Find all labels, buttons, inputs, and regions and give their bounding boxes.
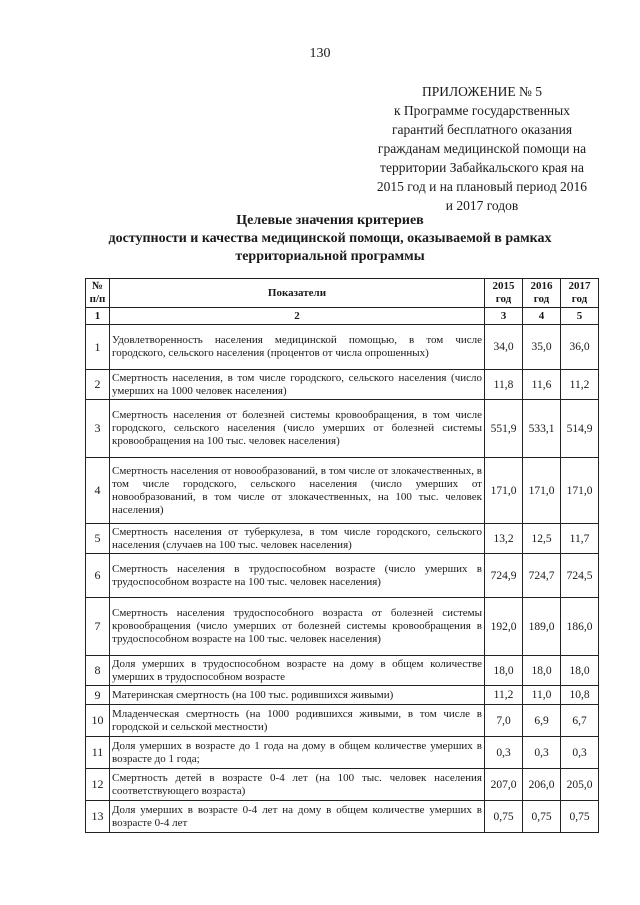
row-number: 12 — [86, 769, 110, 801]
value-2017: 724,5 — [561, 554, 599, 598]
appendix-line: территории Забайкальского края на — [380, 160, 584, 175]
row-number: 5 — [86, 524, 110, 554]
appendix-line: и 2017 годов — [445, 198, 519, 213]
value-2016: 0,3 — [523, 737, 561, 769]
page-number: 130 — [309, 46, 331, 61]
value-2017: 0,75 — [561, 801, 599, 833]
table-row — [86, 524, 599, 554]
header-year-value: 2017 — [568, 280, 591, 292]
value-2017: 0,3 — [561, 737, 599, 769]
value-2016: 11,0 — [523, 686, 561, 705]
criteria-table — [85, 278, 599, 833]
header-year-unit: год — [533, 293, 550, 305]
value-2016: 0,75 — [523, 801, 561, 833]
value-2015: 171,0 — [485, 458, 523, 524]
appendix-block — [352, 82, 612, 215]
row-indicator: Смертность населения, в том числе городского, сельского населения (число умерших на 1000 человек населения) — [110, 370, 485, 400]
table-row — [86, 737, 599, 769]
table-row — [86, 598, 599, 656]
table-header-row — [86, 279, 599, 308]
row-number: 2 — [86, 370, 110, 400]
value-2015: 551,9 — [485, 400, 523, 458]
table-row — [86, 554, 599, 598]
appendix-title: ПРИЛОЖЕНИЕ № 5 — [421, 84, 543, 99]
value-2015: 207,0 — [485, 769, 523, 801]
appendix-line: гражданам медицинской помощи на — [377, 141, 587, 156]
row-number: 6 — [86, 554, 110, 598]
value-2015: 0,75 — [485, 801, 523, 833]
header-year-unit: год — [495, 293, 512, 305]
appendix-line: гарантий бесплатного оказания — [391, 122, 573, 137]
header-indicator: Показатели — [110, 279, 485, 308]
table-row — [86, 370, 599, 400]
header-year-value: 2015 — [492, 280, 515, 292]
table-row — [86, 686, 599, 705]
row-indicator: Удовлетворенность населения медицинской помощью, в том числе городского, сельского населения (процентов от числа опрошенных) — [110, 325, 485, 370]
row-number: 9 — [86, 686, 110, 705]
value-2017: 36,0 — [561, 325, 599, 370]
appendix-line: 2015 год и на плановый период 2016 — [376, 179, 588, 194]
value-2017: 11,2 — [561, 370, 599, 400]
value-2016: 533,1 — [523, 400, 561, 458]
value-2015: 192,0 — [485, 598, 523, 656]
row-number: 1 — [86, 325, 110, 370]
table-row — [86, 325, 599, 370]
row-indicator: Смертность населения от новообразований, в том числе от злокачественных, в том числе городского, сельского населения (число умерших от новообразований, в том числе от злокачественных, на 100 тыс. человек населения) — [110, 458, 485, 524]
value-2016: 6,9 — [523, 705, 561, 737]
row-indicator: Доля умерших в возрасте 0-4 лет на дому в общем количестве умерших в возрасте 0-4 лет — [110, 801, 485, 833]
value-2017: 6,7 — [561, 705, 599, 737]
header-year-2017 — [561, 279, 599, 308]
header-num-line: п/п — [89, 293, 106, 305]
value-2015: 34,0 — [485, 325, 523, 370]
row-indicator: Смертность населения от туберкулеза, в том числе городского, сельского населения (случаев на 100 тыс. человек населения) — [110, 524, 485, 554]
row-indicator: Смертность населения в трудоспособном возрасте (число умерших в трудоспособном возрасте на 100 тыс. человек населения) — [110, 554, 485, 598]
value-2015: 18,0 — [485, 656, 523, 686]
value-2017: 11,7 — [561, 524, 599, 554]
row-number: 7 — [86, 598, 110, 656]
value-2015: 0,3 — [485, 737, 523, 769]
row-indicator: Доля умерших в трудоспособном возрасте на дому в общем количестве умерших в трудоспособном возрасте — [110, 656, 485, 686]
column-number: 1 — [86, 308, 110, 325]
header-year-2015 — [485, 279, 523, 308]
value-2016: 171,0 — [523, 458, 561, 524]
table-row — [86, 458, 599, 524]
value-2015: 11,2 — [485, 686, 523, 705]
row-indicator: Доля умерших в возрасте до 1 года на дому в общем количестве умерших в возрасте до 1 года; — [110, 737, 485, 769]
row-number: 11 — [86, 737, 110, 769]
value-2016: 189,0 — [523, 598, 561, 656]
document-title-line: территориальной программы — [235, 249, 425, 264]
row-indicator: Материнская смертность (на 100 тыс. родившихся живыми) — [110, 686, 485, 705]
value-2017: 514,9 — [561, 400, 599, 458]
header-year-unit: год — [571, 293, 588, 305]
column-number: 3 — [485, 308, 523, 325]
value-2017: 186,0 — [561, 598, 599, 656]
value-2016: 724,7 — [523, 554, 561, 598]
column-number: 5 — [561, 308, 599, 325]
table-row — [86, 801, 599, 833]
row-indicator: Смертность детей в возрасте 0-4 лет (на 100 тыс. человек населения соответствующего возраста) — [110, 769, 485, 801]
table-row — [86, 656, 599, 686]
column-number: 2 — [110, 308, 485, 325]
value-2016: 11,6 — [523, 370, 561, 400]
value-2015: 7,0 — [485, 705, 523, 737]
value-2015: 724,9 — [485, 554, 523, 598]
document-title — [90, 212, 570, 266]
column-number: 4 — [523, 308, 561, 325]
header-num — [86, 279, 110, 308]
appendix-line: к Программе государственных — [394, 103, 570, 118]
value-2017: 10,8 — [561, 686, 599, 705]
document-title-line: Целевые значения критериев — [236, 213, 424, 228]
table-row — [86, 769, 599, 801]
value-2015: 13,2 — [485, 524, 523, 554]
row-indicator: Смертность населения от болезней системы кровообращения, в том числе городского, сельского населения (число умерших от болезней системы кровообращения на 100 тыс. человек населения) — [110, 400, 485, 458]
value-2016: 206,0 — [523, 769, 561, 801]
value-2016: 12,5 — [523, 524, 561, 554]
header-year-value: 2016 — [530, 280, 553, 292]
value-2016: 18,0 — [523, 656, 561, 686]
document-title-line: доступности и качества медицинской помощи, оказываемой в рамках — [108, 231, 552, 246]
row-number: 13 — [86, 801, 110, 833]
value-2017: 205,0 — [561, 769, 599, 801]
value-2017: 18,0 — [561, 656, 599, 686]
row-number: 3 — [86, 400, 110, 458]
header-num-line: № — [91, 280, 104, 292]
column-numbers-row — [86, 308, 599, 325]
row-indicator: Младенческая смертность (на 1000 родившихся живыми, в том числе в городской и сельской местности) — [110, 705, 485, 737]
table-row — [86, 400, 599, 458]
value-2016: 35,0 — [523, 325, 561, 370]
row-number: 4 — [86, 458, 110, 524]
value-2017: 171,0 — [561, 458, 599, 524]
row-number: 10 — [86, 705, 110, 737]
row-indicator: Смертность населения трудоспособного возраста от болезней системы кровообращения (число умерших от болезней системы кровообращения в трудоспособном возрасте на 100 тыс. человек населения) — [110, 598, 485, 656]
value-2015: 11,8 — [485, 370, 523, 400]
header-year-2016 — [523, 279, 561, 308]
table-row — [86, 705, 599, 737]
row-number: 8 — [86, 656, 110, 686]
